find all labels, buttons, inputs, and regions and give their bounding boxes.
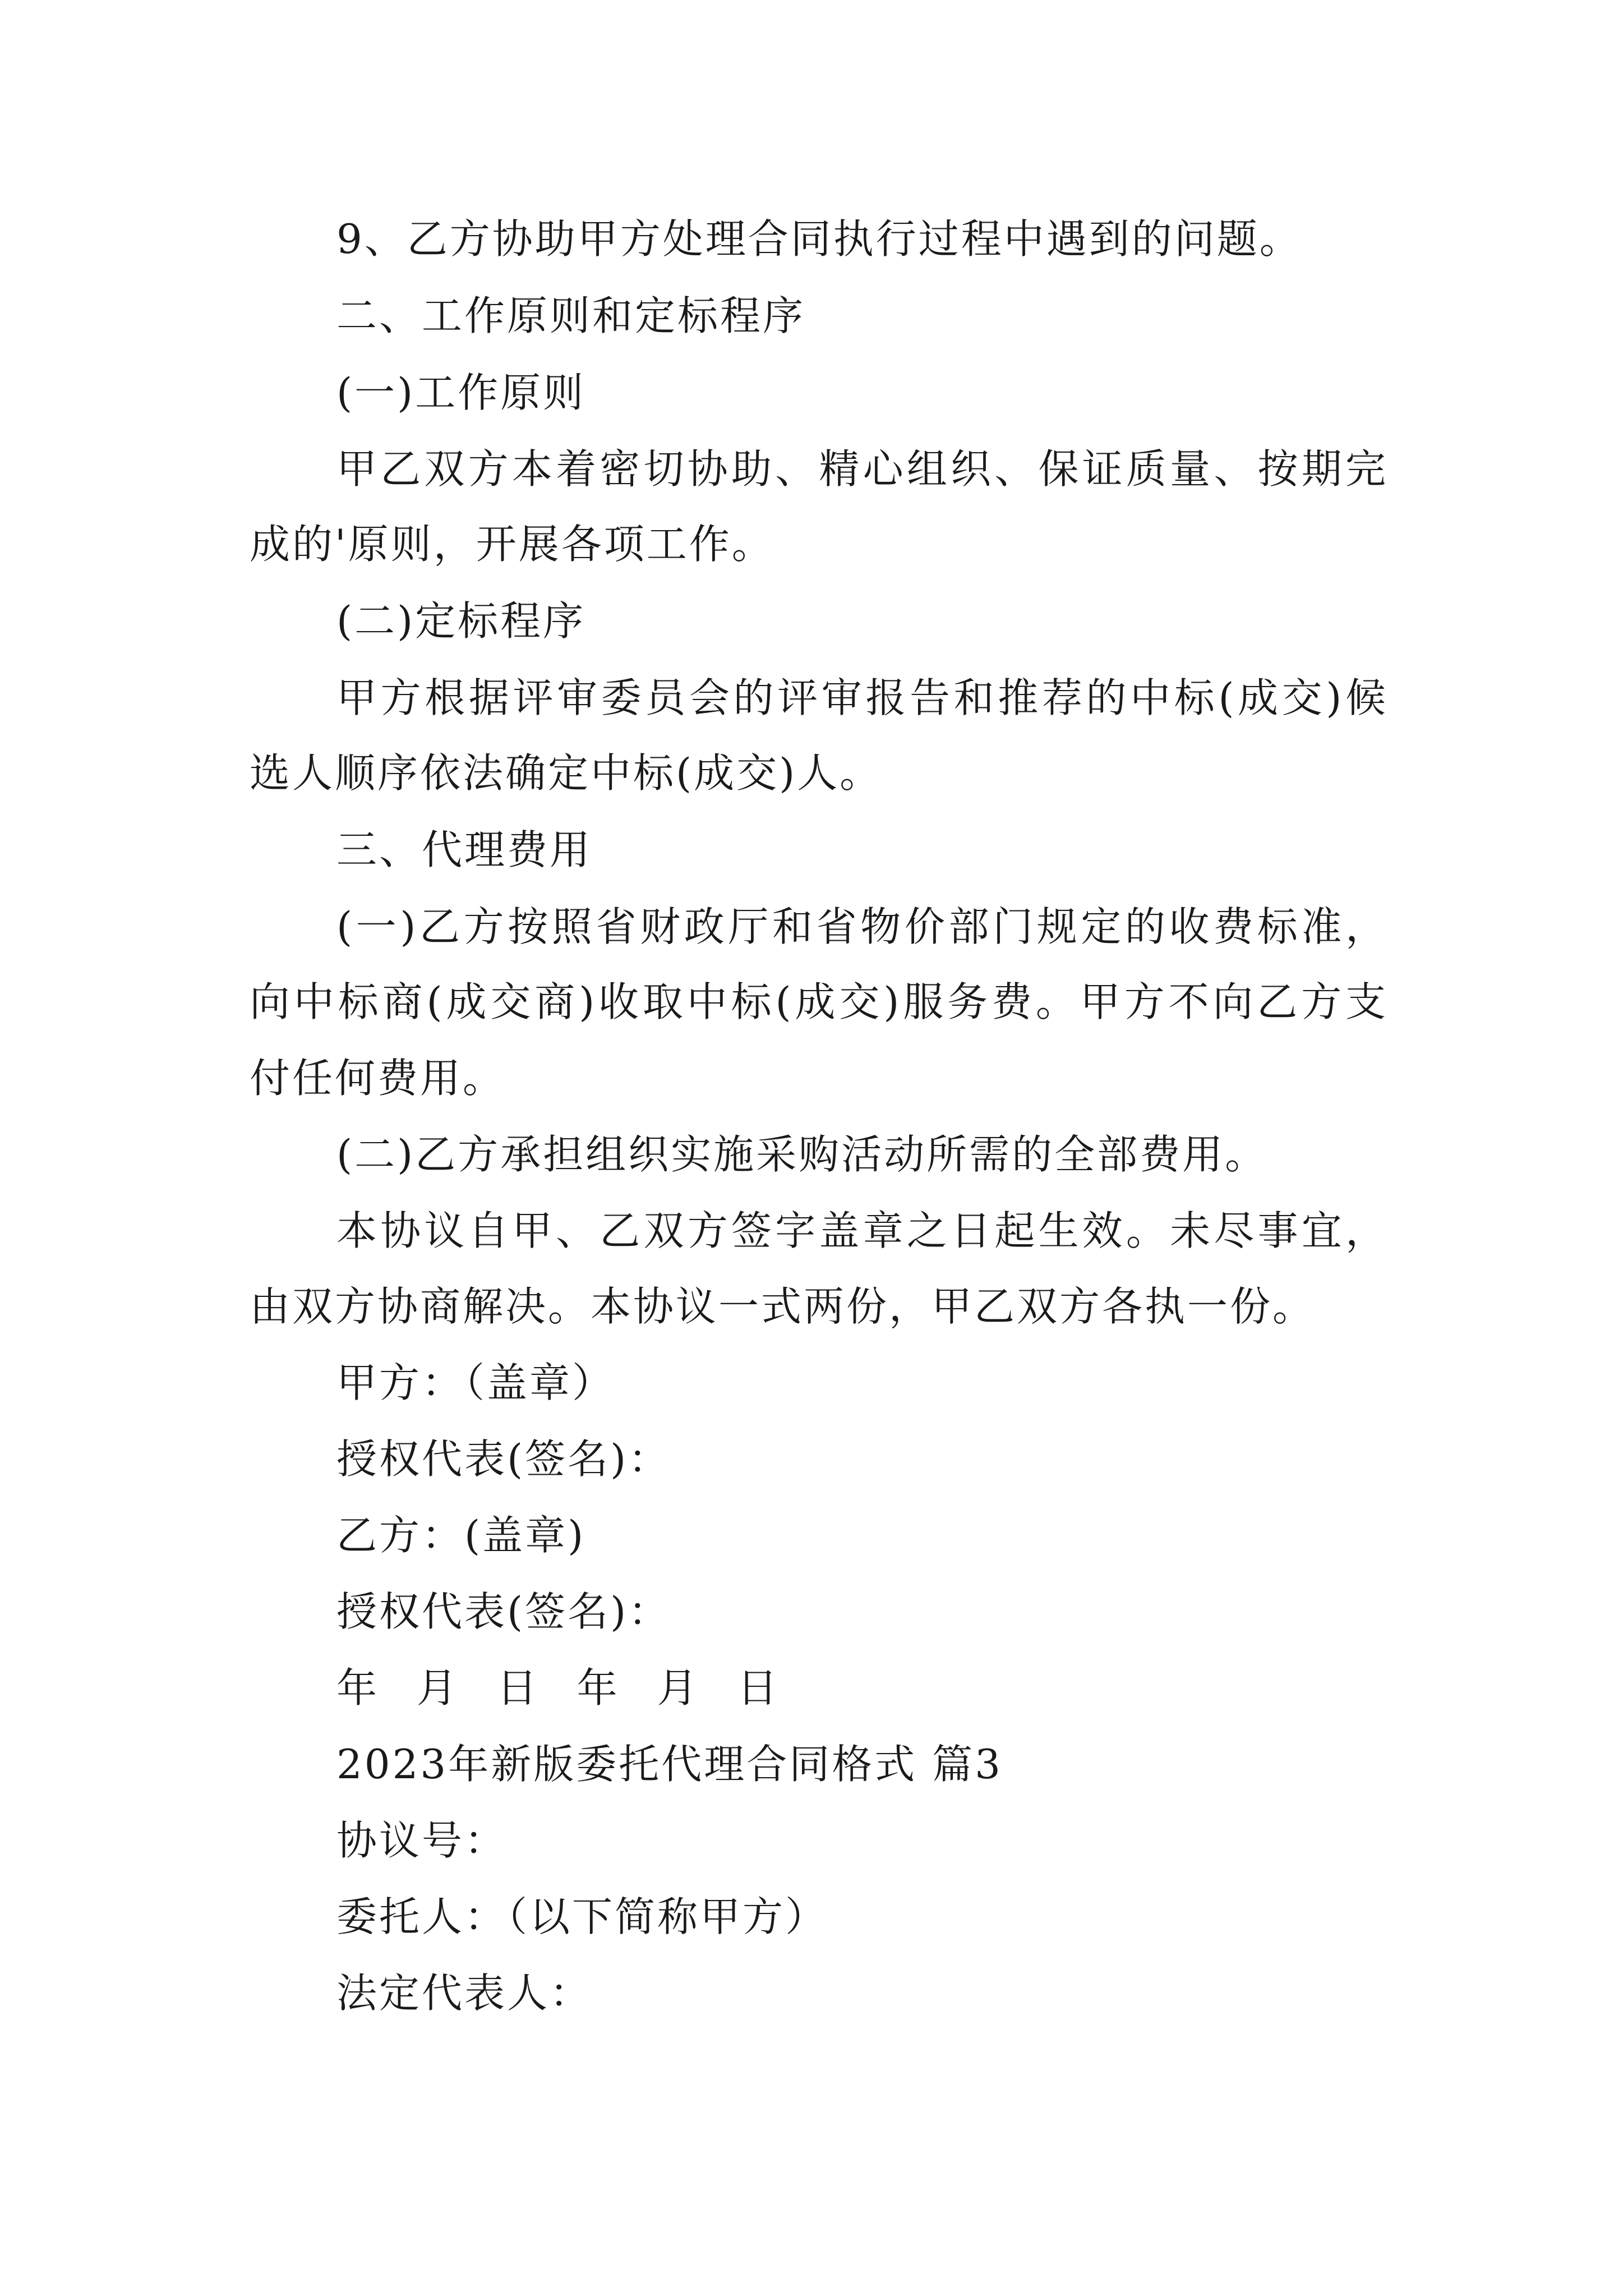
text-line: (二)乙方承担组织实施采购活动所需的全部费用。 bbox=[336, 1131, 1268, 1178]
text-line: 9、乙方协助甲方处理合同执行过程中遇到的问题。 bbox=[336, 215, 1302, 263]
text-line: 本协议自甲、乙双方签字盖章之日起生效。未尽事宜， bbox=[336, 1207, 1388, 1254]
legal-representative-label: 法定代表人： bbox=[336, 1970, 593, 2017]
text-line: 甲乙双方本着密切协助、精心组织、保证质量、按期完 bbox=[336, 445, 1388, 493]
party-a-seal-label: 甲方：（盖章） bbox=[336, 1359, 615, 1406]
signature-label: 授权代表(签名)： bbox=[336, 1588, 671, 1635]
text-line: 由双方协商解决。本协议一式两份，甲乙双方各执一份。 bbox=[250, 1283, 1316, 1330]
text-line: 向中标商(成交商)收取中标(成交)服务费。甲方不向乙方支 bbox=[250, 978, 1388, 1025]
principal-label: 委托人：（以下简称甲方） bbox=[336, 1893, 828, 1940]
subsection-heading: (二)定标程序 bbox=[336, 597, 586, 645]
subsection-heading: (一)工作原则 bbox=[336, 369, 586, 416]
section-heading: 三、代理费用 bbox=[336, 826, 593, 873]
party-b-seal-label: 乙方：(盖章) bbox=[336, 1512, 586, 1559]
text-line: 成的'原则，开展各项工作。 bbox=[250, 521, 774, 568]
section-heading: 二、工作原则和定标程序 bbox=[336, 292, 806, 339]
date-row: 年 月 日 年 月 日 bbox=[336, 1664, 780, 1711]
section-title: 2023年新版委托代理合同格式 篇3 bbox=[336, 1741, 1003, 1788]
signature-label: 授权代表(签名)： bbox=[336, 1435, 671, 1483]
agreement-number-label: 协议号： bbox=[336, 1817, 508, 1864]
text-line: 甲方根据评审委员会的评审报告和推荐的中标(成交)候 bbox=[336, 674, 1388, 721]
text-line: 选人顺序依法确定中标(成交)人。 bbox=[250, 749, 883, 797]
text-line: (一)乙方按照省财政厅和省物价部门规定的收费标准， bbox=[336, 903, 1388, 950]
text-line: 付任何费用。 bbox=[250, 1055, 506, 1102]
